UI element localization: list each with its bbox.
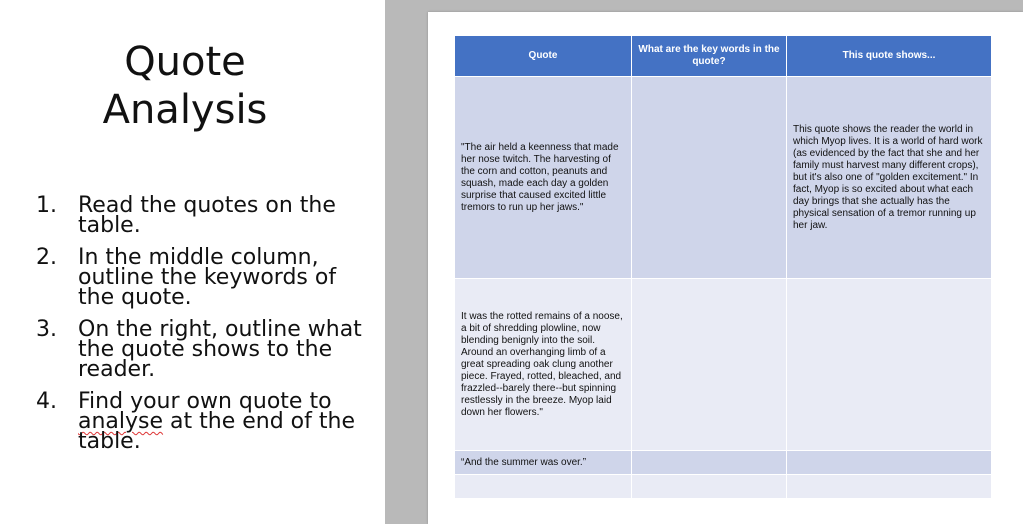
shows-cell[interactable]: [787, 279, 992, 451]
quote-cell[interactable]: "The air held a keenness that made her nose twitch. The harvesting of the corn and cotton, peanuts and squash, made each day a golden surprise that caused excited little tremors to run up her jaws.": [455, 77, 632, 279]
keywords-cell[interactable]: [632, 279, 787, 451]
instruction-number: 3.: [36, 317, 57, 342]
title-line-1: Quote: [124, 39, 246, 85]
quote-cell[interactable]: It was the rotted remains of a noose, a bit of shredding plowline, now blending benignly into the soil. Around an overhanging limb of a great spreading oak clung another piece. Frayed, rotted, bleached, and frazzled--barely there--but spinning restlessly in the breeze. Myop laid down her flowers.": [455, 279, 632, 451]
header-quote-shows: This quote shows...: [787, 36, 992, 77]
shows-cell[interactable]: [787, 451, 992, 475]
instruction-text: In the middle column, outline the keywords of the quote.: [78, 245, 337, 310]
instruction-text-start: Find your own quote to: [78, 389, 332, 414]
document-page[interactable]: [428, 12, 1023, 524]
table-row: [455, 475, 992, 499]
keywords-cell[interactable]: [632, 77, 787, 279]
quote-analysis-table: [454, 35, 992, 499]
instruction-item: [36, 317, 366, 382]
instruction-text: [78, 389, 366, 454]
document-viewer[interactable]: [385, 0, 1023, 524]
instruction-number: 4.: [36, 389, 57, 414]
slide-title: [60, 38, 310, 134]
table-row: [455, 77, 992, 279]
shows-cell[interactable]: [787, 475, 992, 499]
quote-cell[interactable]: [455, 475, 632, 499]
shows-cell[interactable]: This quote shows the reader the world in which Myop lives. It is a world of hard work (as evidenced by the fact that she and her family must harvest many different crops), but it's also one of "golden excitement." In fact, Myop is so excited about what each day brings that she actually has the physical sensation of a tremor running up her jaw.: [787, 77, 992, 279]
keywords-cell[interactable]: [632, 475, 787, 499]
header-quote: Quote: [455, 36, 632, 77]
instruction-item: [36, 193, 366, 238]
instruction-text-end: at the end of the table.: [78, 409, 355, 454]
slide-panel: [0, 0, 385, 524]
header-key-words: What are the key words in the quote?: [632, 36, 787, 77]
table-row: [455, 279, 992, 451]
instruction-number: 2.: [36, 245, 57, 270]
table-row: [455, 451, 992, 475]
instruction-number: 1.: [36, 193, 57, 218]
instruction-text: On the right, outline what the quote shows to the reader.: [78, 317, 362, 382]
instruction-list: [36, 193, 366, 464]
quote-cell[interactable]: “And the summer was over.”: [455, 451, 632, 475]
instruction-text: Read the quotes on the table.: [78, 193, 336, 238]
table-header-row: [455, 36, 992, 77]
title-line-2: Analysis: [102, 87, 268, 133]
keywords-cell[interactable]: [632, 451, 787, 475]
instruction-item: [36, 389, 366, 454]
spellcheck-word[interactable]: analyse: [78, 409, 164, 434]
instruction-item: [36, 245, 366, 310]
